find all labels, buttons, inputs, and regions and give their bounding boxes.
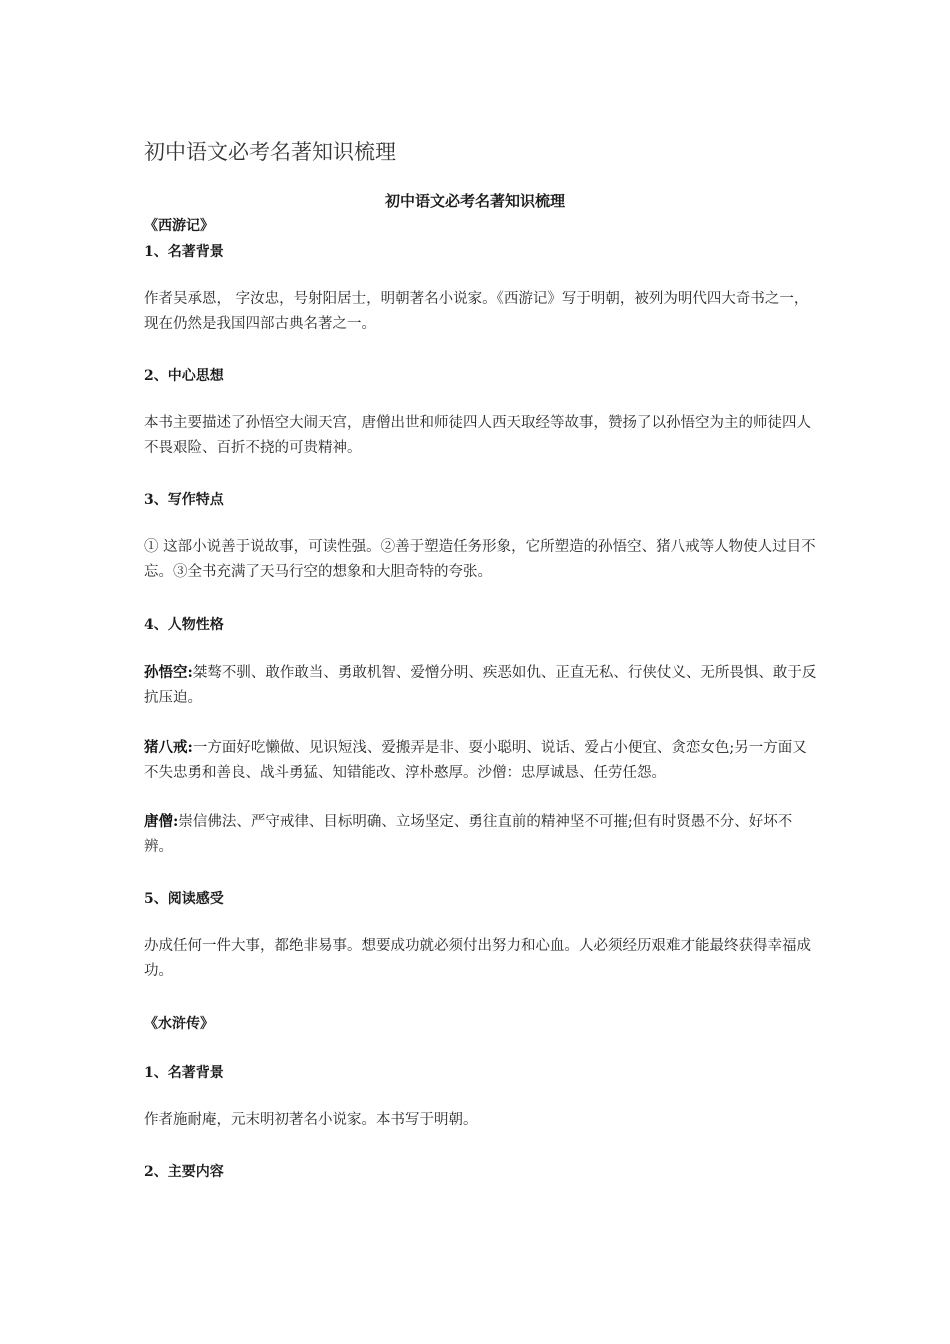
section-heading-content: 2、主要内容 xyxy=(144,1164,224,1180)
paragraph-zhubajie xyxy=(144,735,820,786)
section-heading-background: 1、名著背景 xyxy=(144,244,224,260)
book-title-shuihuzhuan: 《水浒传》 xyxy=(144,1016,214,1032)
section-heading-theme: 2、中心思想 xyxy=(144,368,224,384)
paragraph-background-2: 作者施耐庵，元末明初著名小说家。本书写于明朝。 xyxy=(144,1112,478,1128)
book-title-xiyouji: 《西游记》 xyxy=(144,218,214,234)
paragraph-background: 作者吴承恩， 字汝忠，号射阳居士，明朝著名小说家。《西游记》写于明朝，被列为明代四大奇书之一，现在仍然是我国四部古典名著之一。 xyxy=(144,291,809,332)
character-traits-tangseng: 崇信佛法、严守戒律、目标明确、立场坚定、勇往直前的精神坚不可摧;但有时贤愚不分、好坏不辨。 xyxy=(144,814,793,855)
character-name-tangseng: 唐僧: xyxy=(144,813,179,830)
section-heading-characters: 4、人物性格 xyxy=(144,617,224,633)
section-heading-reading: 5、阅读感受 xyxy=(144,891,224,907)
section-heading-writing: 3、写作特点 xyxy=(144,492,224,508)
paragraph-writing: ① 这部小说善于说故事，可读性强。②善于塑造任务形象，它所塑造的孙悟空、猪八戒等人物使人过目不忘。③全书充满了天马行空的想象和大胆奇特的夸张。 xyxy=(144,539,816,580)
section-heading-background-2: 1、名著背景 xyxy=(144,1065,224,1081)
character-traits-sunwukong: 桀骜不驯、敢作敢当、勇敢机智、爱憎分明、疾恶如仇、正直无私、行侠仗义、无所畏惧、敢于反抗压迫。 xyxy=(144,665,817,706)
paragraph-reading: 办成任何一件大事，都绝非易事。想要成功就必须付出努力和心血。人必须经历艰难才能最终获得幸福成功。 xyxy=(144,938,811,979)
document-title: 初中语文必考名著知识梳理 xyxy=(144,140,396,164)
paragraph-tangseng xyxy=(144,809,820,860)
character-name-zhubajie: 猪八戒: xyxy=(144,739,193,756)
character-traits-zhubajie: 一方面好吃懒做、见识短浅、爱搬弄是非、耍小聪明、说话、爱占小便宜、贪恋女色;另一方面又不失忠勇和善良、战斗勇猛、知错能改、淳朴憨厚。沙僧：忠厚诚恳、任劳任怨。 xyxy=(144,740,807,781)
paragraph-sunwukong xyxy=(144,660,820,711)
paragraph-theme: 本书主要描述了孙悟空大闹天宫，唐僧出世和师徒四人西天取经等故事，赞扬了以孙悟空为主的师徒四人不畏艰险、百折不挠的可贵精神。 xyxy=(144,415,811,456)
centered-title: 初中语文必考名著知识梳理 xyxy=(384,192,565,210)
character-name-sunwukong: 孙悟空: xyxy=(144,664,193,681)
